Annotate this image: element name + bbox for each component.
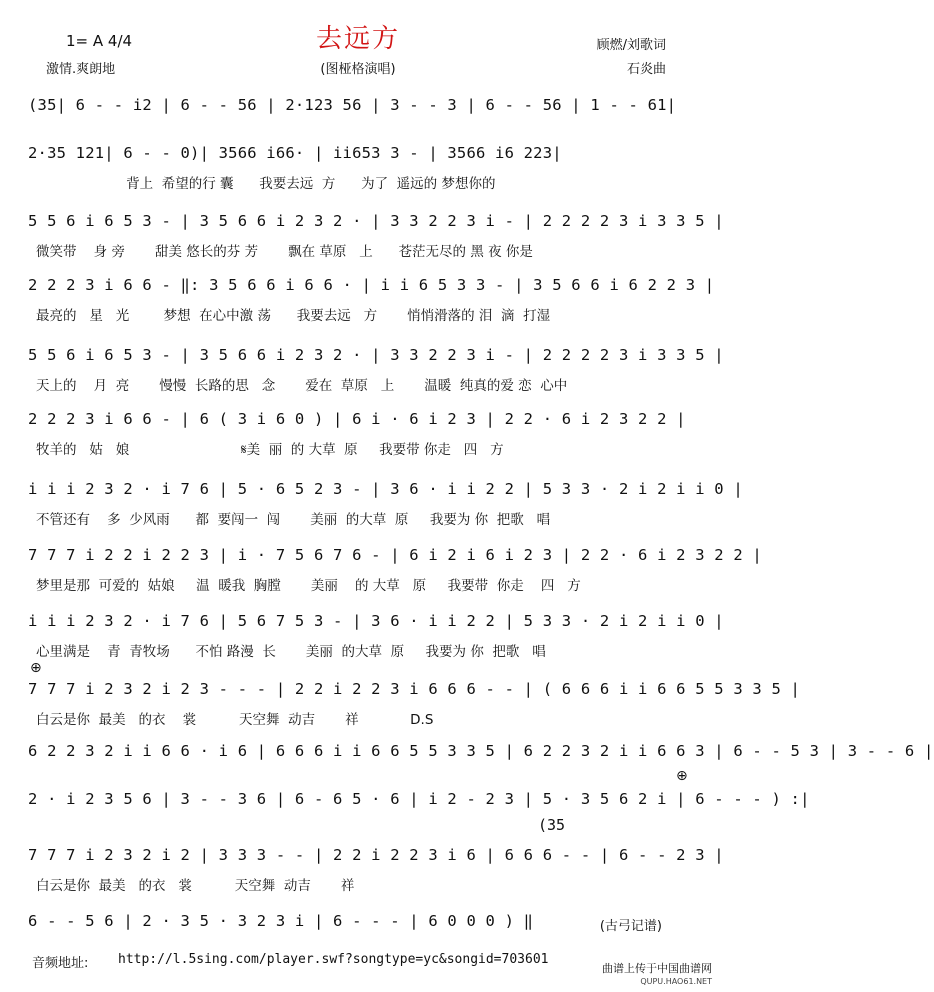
notation-line: 2 · i 2 3 5 6 | 3 - - 3 6 | 6 - 6 5 · 6 | i 2 - 2 3 | 5 · 3 5 6 2 i | 6 - - - ) :| bbox=[28, 790, 810, 808]
lyricist-credit: 顾燃/刘歌词 bbox=[596, 38, 666, 53]
notation-line: (35| 6 - - i2 | 6 - - 56 | 2·123 56 | 3 - - 3 | 6 - - 56 | 1 - - 61| bbox=[28, 96, 677, 114]
notation-line: 2 2 2 3 i 6 6 - ‖: 3 5 6 6 i 6 6 · | i i 6 5 3 3 - | 3 5 6 6 i 6 2 2 3 | bbox=[28, 276, 715, 294]
watermark-line: 曲谱上传于中国曲谱网 bbox=[602, 962, 712, 975]
singer-credit: (图桠格演唱) bbox=[320, 62, 396, 77]
notation-line: 2 2 2 3 i 6 6 - | 6 ( 3 i 6 0 ) | 6 i · 6 i 2 3 | 2 2 · 6 i 2 3 2 2 | bbox=[28, 410, 686, 428]
lyric-line: 白云是你 最美 的衣 裳 天空舞 动吉 祥 D.S bbox=[36, 712, 434, 728]
song-title: 去远方 bbox=[315, 24, 400, 54]
lyric-line: 心里满是 青 青牧场 不怕 路漫 长 美丽 的大草 原 我要为 你 把歌 唱 bbox=[36, 644, 546, 660]
lyric-line: 白云是你 最美 的衣 裳 天空舞 动吉 祥 bbox=[36, 878, 355, 894]
notation-line: 6 2 2 3 2 i i 6 6 · i 6 | 6 6 6 i i 6 6 5 5 3 3 5 | 6 2 2 3 2 i i 6 6 3 | 6 - - 5 3 | 3 - - 6 | bbox=[28, 742, 934, 760]
notation-line: 7 7 7 i 2 2 i 2 2 3 | i · 7 5 6 7 6 - | 6 i 2 i 6 i 2 3 | 2 2 · 6 i 2 3 2 2 | bbox=[28, 546, 762, 564]
notation-line: i i i 2 3 2 · i 7 6 | 5 · 6 5 2 3 - | 3 6 · i i 2 2 | 5 3 3 · 2 i 2 i i 0 | bbox=[28, 480, 743, 498]
lyric-line: 天上的 月 亮 慢慢 长路的思 念 爱在 草原 上 温暖 纯真的爱 恋 心中 bbox=[36, 378, 568, 394]
coda-icon: ⊕ bbox=[30, 660, 42, 676]
notation-line: 2·35 121| 6 - - 0)| 3566 i66· | ii653 3 - | 3566 i6 223| bbox=[28, 144, 562, 162]
notation-line: 7 7 7 i 2 3 2 i 2 3 - - - | 2 2 i 2 2 3 i 6 6 6 - - | ( 6 6 6 i i 6 6 5 5 3 3 5 | bbox=[28, 680, 801, 698]
notation-line: 7 7 7 i 2 3 2 i 2 | 3 3 3 - - | 2 2 i 2 2 3 i 6 | 6 6 6 - - | 6 - - 2 3 | bbox=[28, 846, 724, 864]
lyric-line: 最亮的 星 光 梦想 在心中激 荡 我要去远 方 悄悄滑落的 泪 滴 打湿 bbox=[36, 308, 551, 324]
composer-credit: 石炎曲 bbox=[626, 62, 666, 77]
coda-icon: ⊕ bbox=[676, 768, 688, 784]
lyric-line: 不管还有 多 少风雨 都 要闯一 闯 美丽 的大草 原 我要为 你 把歌 唱 bbox=[36, 512, 551, 528]
transcriber-note: (古弓记谱) bbox=[599, 919, 662, 934]
notation-line: i i i 2 3 2 · i 7 6 | 5 6 7 5 3 - | 3 6 · i i 2 2 | 5 3 3 · 2 i 2 i i 0 | bbox=[28, 612, 724, 630]
lyric-line: 背上 希望的行 囊 我要去远 方 为了 遥远的 梦想你的 bbox=[36, 176, 496, 192]
pickup-notes: (35 bbox=[538, 816, 566, 834]
key-signature: 1= A 4/4 bbox=[66, 32, 133, 50]
lyric-line: 牧羊的 姑 娘 𝄋美 丽 的 大草 原 我要带 你走 四 方 bbox=[36, 442, 504, 458]
notation-line: 6 - - 5 6 | 2 · 3 5 · 3 2 3 i | 6 - - - | 6 0 0 0 ) ‖ bbox=[28, 912, 534, 930]
tempo-marking: 激情.爽朗地 bbox=[46, 62, 116, 77]
site-watermark bbox=[602, 962, 712, 988]
audio-link[interactable]: http://l.5sing.com/player.swf?songtype=yc&songid=703601 bbox=[118, 952, 549, 967]
audio-label: 音频地址: bbox=[32, 956, 89, 971]
notation-line: 5 5 6 i 6 5 3 - | 3 5 6 6 i 2 3 2 · | 3 3 2 2 3 i - | 2 2 2 2 3 i 3 3 5 | bbox=[28, 346, 724, 364]
lyric-line: 微笑带 身 旁 甜美 悠长的芬 芳 飘在 草原 上 苍茫无尽的 黑 夜 你是 bbox=[36, 244, 533, 260]
watermark-domain: QUPU.HAO61.NET bbox=[640, 977, 712, 986]
lyric-line: 梦里是那 可爱的 姑娘 温 暖我 胸膛 美丽 的 大草 原 我要带 你走 四 方 bbox=[36, 578, 581, 594]
notation-line: 5 5 6 i 6 5 3 - | 3 5 6 6 i 2 3 2 · | 3 3 2 2 3 i - | 2 2 2 2 3 i 3 3 5 | bbox=[28, 212, 724, 230]
